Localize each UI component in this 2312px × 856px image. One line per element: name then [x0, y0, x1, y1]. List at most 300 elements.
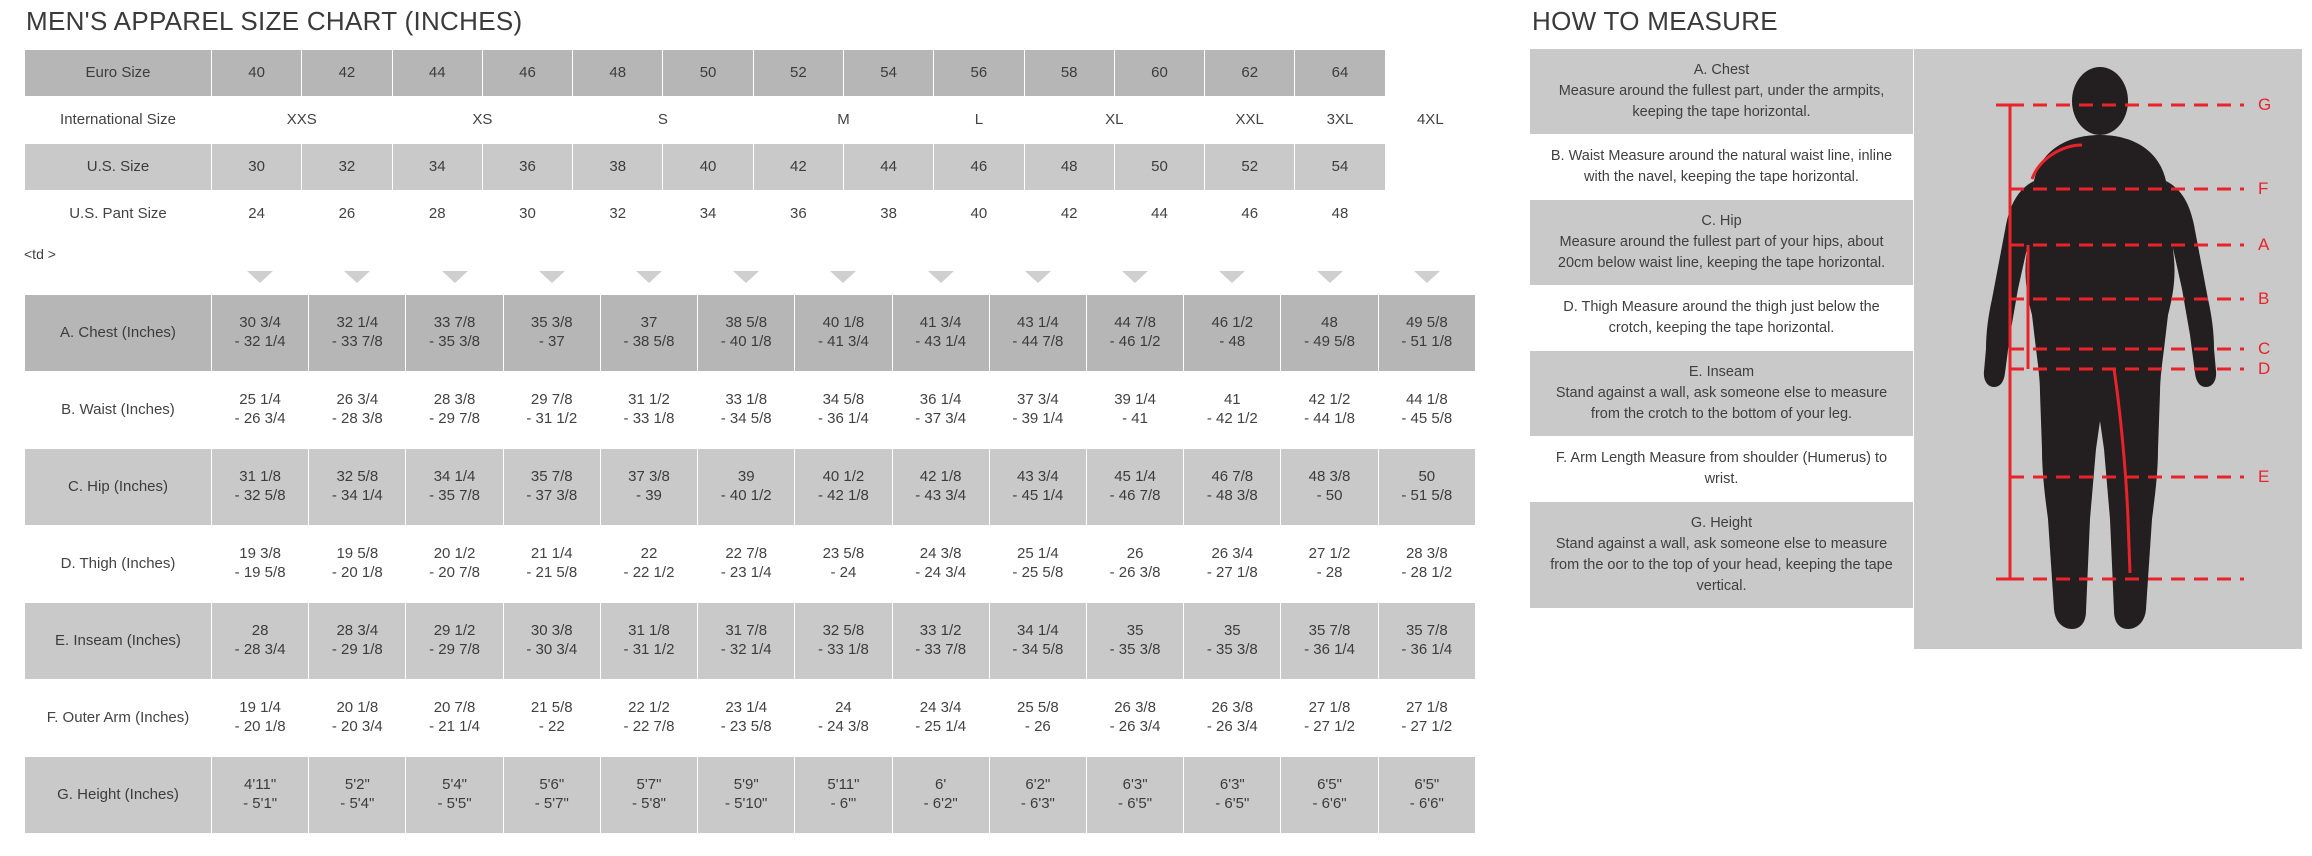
range-max: - 32 1/4: [720, 641, 772, 658]
range-max: - 22 7/8: [623, 718, 675, 735]
table-cell: [503, 680, 600, 757]
row-label: F. Outer Arm (Inches): [25, 680, 212, 757]
figure-label: D: [2258, 359, 2271, 378]
range-min: 43 3/4: [1017, 468, 1059, 486]
measure-instruction: [1530, 49, 1913, 135]
figure-label: A: [2258, 235, 2270, 254]
table-cell: S: [573, 97, 754, 144]
range-max: - 50: [1316, 487, 1343, 504]
table-cell: [1184, 680, 1281, 757]
table-row: [25, 97, 1476, 144]
range-min: 5'4": [442, 776, 467, 794]
range-min: 48: [1321, 314, 1338, 332]
range-min: 20 7/8: [433, 699, 476, 717]
range-max: - 6'5": [1118, 795, 1153, 812]
table-cell: [892, 680, 989, 757]
range-max: - 5'4": [340, 795, 375, 812]
row-label: U.S. Pant Size: [25, 191, 212, 238]
measure-instruction-text: Stand against a wall, ask someone else to measure from the crotch to the bottom of your leg.: [1555, 385, 1888, 423]
table-cell: 32: [302, 144, 392, 191]
table-cell: [600, 372, 697, 449]
table-cell: [989, 295, 1086, 372]
table-cell: 36: [482, 144, 572, 191]
table-cell: XL: [1024, 97, 1205, 144]
range-max: - 48 3/8: [1206, 487, 1258, 504]
table-cell: [406, 372, 503, 449]
range-min: 22 7/8: [725, 545, 768, 563]
table-cell: [698, 449, 795, 526]
range-max: - 51 5/8: [1401, 487, 1453, 504]
table-cell: 58: [1024, 50, 1114, 97]
range-max: - 35 3/8: [1109, 641, 1161, 658]
range-max: - 33 7/8: [331, 333, 383, 350]
table-cell: [795, 372, 892, 449]
table-cell: XXS: [212, 97, 393, 144]
table-cell: 28: [392, 191, 482, 238]
range-max: - 31 1/2: [526, 410, 578, 427]
table-cell: [1086, 526, 1183, 603]
range-min: 32 1/4: [336, 314, 379, 332]
table-cell: 48: [1295, 191, 1385, 238]
table-cell: [1378, 603, 1475, 680]
table-cell: 52: [753, 50, 843, 97]
table-row: [25, 449, 1476, 526]
chevron-down-icon: [636, 271, 662, 283]
size-filter-toggle[interactable]: [406, 265, 503, 294]
table-cell: [989, 526, 1086, 603]
table-cell: [1184, 526, 1281, 603]
table-cell: [212, 526, 309, 603]
table-cell: [892, 526, 989, 603]
range-max: - 5'10": [725, 795, 768, 812]
table-cell: [600, 757, 697, 834]
range-min: 22: [640, 545, 658, 563]
range-max: - 26: [1024, 718, 1051, 735]
table-cell: 54: [843, 50, 933, 97]
table-cell: 34: [392, 144, 482, 191]
table-cell: [989, 449, 1086, 526]
range-max: - 26 3/4: [234, 410, 286, 427]
table-cell: 44: [392, 50, 482, 97]
table-cell: [1086, 603, 1183, 680]
figure-label: B: [2258, 289, 2270, 308]
range-max: - 51 1/8: [1401, 333, 1453, 350]
how-to-measure-list: [1530, 49, 1913, 649]
range-max: - 32 5/8: [234, 487, 286, 504]
range-min: 32 5/8: [336, 468, 379, 486]
chevron-down-icon: [539, 271, 565, 283]
table-cell: [1281, 295, 1378, 372]
range-min: 6'2": [1025, 776, 1051, 794]
table-cell: 50: [663, 50, 753, 97]
table-cell: 54: [1295, 144, 1385, 191]
table-cell: [1281, 603, 1378, 680]
range-min: 26: [1126, 545, 1144, 563]
range-max: - 5'1": [243, 795, 278, 812]
table-cell: [600, 295, 697, 372]
table-cell: 38: [843, 191, 933, 238]
range-max: - 37 3/8: [526, 487, 578, 504]
table-cell: 50: [1114, 144, 1204, 191]
chevron-down-icon: [1122, 271, 1148, 283]
table-cell: [698, 526, 795, 603]
table-cell: [1184, 449, 1281, 526]
range-max: - 24: [830, 564, 857, 581]
size-filter-toggle[interactable]: [892, 265, 989, 294]
table-cell: [503, 372, 600, 449]
range-min: 31 7/8: [725, 622, 768, 640]
table-cell: [1086, 680, 1183, 757]
range-max: - 27 1/8: [1206, 564, 1258, 581]
size-filter-toggle[interactable]: [795, 265, 892, 294]
range-min: 34 1/4: [1017, 622, 1059, 640]
table-cell: [212, 372, 309, 449]
range-min: 5'2": [344, 776, 370, 794]
range-max: - 23 5/8: [720, 718, 772, 735]
measure-instruction-text: D. Thigh Measure around the thigh just below the crotch, keeping the tape horizontal.: [1563, 299, 1880, 337]
range-min: 5'7": [636, 776, 662, 794]
table-cell: [1086, 295, 1183, 372]
range-min: 5'6": [539, 776, 565, 794]
table-cell: 3XL: [1295, 97, 1385, 144]
range-min: 38 5/8: [725, 314, 768, 332]
range-max: - 32 1/4: [234, 333, 286, 350]
range-min: 35 7/8: [530, 468, 573, 486]
range-min: 26 3/4: [336, 391, 379, 409]
size-filter-toggle[interactable]: [1086, 265, 1183, 294]
table-cell: 52: [1205, 144, 1295, 191]
chevron-down-icon: [344, 271, 370, 283]
range-min: 30 3/4: [239, 314, 281, 332]
table-cell: [1086, 757, 1183, 834]
table-cell: 34: [663, 191, 753, 238]
range-max: - 43 1/4: [915, 333, 967, 350]
range-min: 20 1/8: [336, 699, 379, 717]
measure-instruction: [1530, 502, 1913, 609]
row-label: International Size: [25, 97, 212, 144]
table-row: [25, 191, 1476, 238]
range-max: - 27 1/2: [1401, 718, 1453, 735]
range-min: 6'3": [1122, 776, 1148, 794]
table-cell: [1378, 295, 1475, 372]
table-cell: [212, 680, 309, 757]
table-cell: [1281, 680, 1378, 757]
range-min: 31 1/8: [239, 468, 281, 486]
range-min: 27 1/8: [1405, 699, 1448, 717]
how-to-measure-panel: [1530, 6, 2302, 649]
range-min: 35: [1223, 622, 1241, 640]
table-cell: 48: [1024, 144, 1114, 191]
table-cell: 4XL: [1385, 97, 1475, 144]
range-max: - 6'3": [1020, 795, 1055, 812]
range-min: 34 1/4: [433, 468, 476, 486]
range-max: - 49 5/8: [1304, 333, 1355, 350]
size-filter-toggle[interactable]: [1378, 265, 1475, 294]
range-max: - 45 1/4: [1012, 487, 1064, 504]
size-summary-table: [24, 49, 1476, 238]
range-min: 21 5/8: [530, 699, 573, 717]
range-max: - 20 1/8: [331, 564, 383, 581]
range-max: - 35 3/8: [1206, 641, 1258, 658]
range-max: - 20 3/4: [331, 718, 383, 735]
table-cell: [1378, 372, 1475, 449]
range-max: - 35 7/8: [429, 487, 480, 504]
table-cell: [1184, 603, 1281, 680]
range-max: - 38 5/8: [623, 333, 675, 350]
table-cell: [406, 603, 503, 680]
table-cell: [795, 295, 892, 372]
size-filter-toggle[interactable]: [1281, 265, 1378, 294]
range-min: 30 3/8: [530, 622, 573, 640]
table-cell: L: [934, 97, 1024, 144]
table-cell: 40: [663, 144, 753, 191]
table-cell: 24: [212, 191, 302, 238]
range-max: - 41: [1122, 410, 1148, 427]
range-min: 23 5/8: [822, 545, 865, 563]
range-max: - 34 1/4: [331, 487, 383, 504]
size-filter-toggle[interactable]: [212, 265, 309, 294]
table-row: [25, 144, 1476, 191]
range-max: - 42 1/8: [817, 487, 869, 504]
table-cell: 44: [1114, 191, 1204, 238]
measure-instruction-text: Measure around the fullest part of your hips, about 20cm below waist line, keeping the tape horizontal.: [1557, 234, 1886, 272]
range-max: - 6'5": [1215, 795, 1250, 812]
range-min: 28 3/8: [1405, 545, 1448, 563]
range-max: - 22: [538, 718, 565, 735]
range-max: - 27 1/2: [1304, 718, 1355, 735]
table-cell: 46: [1205, 191, 1295, 238]
range-max: - 20 7/8: [429, 564, 480, 581]
table-cell: [892, 295, 989, 372]
table-cell: [1378, 526, 1475, 603]
table-cell: [212, 757, 309, 834]
range-max: - 6'2": [923, 795, 958, 812]
range-min: 22 1/2: [628, 699, 670, 717]
table-cell: 40: [212, 50, 302, 97]
table-cell: 40: [934, 191, 1024, 238]
table-cell: [698, 680, 795, 757]
row-label: A. Chest (Inches): [25, 295, 212, 372]
table-cell: [698, 295, 795, 372]
range-min: 36 1/4: [919, 391, 962, 409]
range-max: - 46 1/2: [1109, 333, 1161, 350]
table-cell: [309, 757, 406, 834]
range-max: - 25 5/8: [1012, 564, 1064, 581]
table-cell: 42: [302, 50, 392, 97]
range-min: 42 1/8: [919, 468, 962, 486]
row-label: B. Waist (Inches): [25, 372, 212, 449]
range-min: 19 3/8: [239, 545, 281, 563]
table-cell: [600, 526, 697, 603]
measure-instruction: [1530, 286, 1913, 351]
table-cell: [1378, 680, 1475, 757]
range-max: - 33 1/8: [623, 410, 675, 427]
table-cell: 62: [1205, 50, 1295, 97]
range-min: 39: [737, 468, 755, 486]
table-cell: [406, 449, 503, 526]
row-label: G. Height (Inches): [25, 757, 212, 834]
range-min: 32 5/8: [822, 622, 865, 640]
range-max: - 30 3/4: [526, 641, 578, 658]
range-min: 27 1/8: [1308, 699, 1351, 717]
range-max: - 23 1/4: [720, 564, 772, 581]
table-cell: 30: [212, 144, 302, 191]
chevron-down-icon: [1317, 271, 1343, 283]
size-filter-toggle[interactable]: [600, 265, 697, 294]
range-min: 6': [935, 776, 947, 794]
table-cell: 48: [573, 50, 663, 97]
table-cell: [892, 757, 989, 834]
table-cell: [795, 603, 892, 680]
table-cell: [309, 295, 406, 372]
table-cell: 64: [1295, 50, 1385, 97]
range-max: - 45 5/8: [1401, 410, 1453, 427]
range-min: 37: [640, 314, 658, 332]
table-cell: [1281, 757, 1378, 834]
range-max: - 6'6": [1312, 795, 1347, 812]
table-cell: [309, 680, 406, 757]
table-cell: [406, 680, 503, 757]
table-cell: [892, 449, 989, 526]
range-min: 31 1/8: [628, 622, 670, 640]
range-min: 29 1/2: [433, 622, 476, 640]
table-cell: 30: [482, 191, 572, 238]
range-min: 37 3/8: [628, 468, 670, 486]
chevron-down-icon: [1414, 271, 1440, 283]
range-min: 34 5/8: [822, 391, 865, 409]
range-max: - 44 7/8: [1012, 333, 1064, 350]
range-min: 46 1/2: [1211, 314, 1254, 332]
table-cell: [1281, 449, 1378, 526]
table-cell: 32: [573, 191, 663, 238]
table-cell: [892, 603, 989, 680]
table-row: [25, 372, 1476, 449]
range-min: 25 1/4: [1017, 545, 1059, 563]
table-cell: [698, 603, 795, 680]
range-min: 28: [251, 622, 269, 640]
range-min: 35 3/8: [530, 314, 573, 332]
range-max: - 21 5/8: [526, 564, 578, 581]
measurements-table: [24, 294, 1476, 834]
table-cell: [503, 603, 600, 680]
range-min: 40 1/2: [822, 468, 865, 486]
chevron-down-icon: [928, 271, 954, 283]
range-min: 33 1/8: [725, 391, 768, 409]
table-cell: [1086, 372, 1183, 449]
table-cell: XXL: [1205, 97, 1295, 144]
table-cell: [989, 372, 1086, 449]
range-min: 27 1/2: [1308, 545, 1351, 563]
size-filter-toggle[interactable]: [309, 265, 406, 294]
figure-label: F: [2258, 179, 2269, 198]
size-chart-panel: [24, 6, 1494, 834]
range-min: 5'9": [733, 776, 759, 794]
measure-instruction-heading: C. Hip: [1701, 213, 1742, 230]
range-max: - 28 3/4: [234, 641, 286, 658]
range-max: - 6'": [830, 795, 857, 812]
table-cell: [503, 757, 600, 834]
range-max: - 37: [538, 333, 565, 350]
table-row: [25, 50, 1476, 97]
table-cell: 38: [573, 144, 663, 191]
chevron-down-icon: [1025, 271, 1051, 283]
table-cell: [1281, 372, 1378, 449]
range-max: - 35 3/8: [429, 333, 480, 350]
range-min: 6'5": [1317, 776, 1342, 794]
chevron-down-icon: [733, 271, 759, 283]
range-max: - 43 3/4: [915, 487, 967, 504]
size-filter-toggle[interactable]: [989, 265, 1086, 294]
range-max: - 26 3/4: [1109, 718, 1161, 735]
table-cell: [1378, 449, 1475, 526]
body-figure: [1914, 49, 2302, 649]
table-cell: [795, 680, 892, 757]
table-cell: [309, 526, 406, 603]
range-min: 50: [1418, 468, 1436, 486]
measure-instruction-heading: G. Height: [1690, 515, 1753, 532]
range-min: 25 1/4: [239, 391, 281, 409]
range-max: - 31 1/2: [623, 641, 675, 658]
table-cell: [1184, 372, 1281, 449]
range-min: 35 7/8: [1308, 622, 1351, 640]
chevron-down-icon: [442, 271, 468, 283]
measure-instruction-text: F. Arm Length Measure from shoulder (Humerus) to wrist.: [1555, 450, 1888, 488]
range-max: - 40 1/2: [720, 487, 772, 504]
range-min: 24 3/8: [919, 545, 962, 563]
size-filter-toggle[interactable]: [503, 265, 600, 294]
page-title: MEN'S APPAREL SIZE CHART (INCHES): [26, 6, 523, 36]
table-cell: 46: [934, 144, 1024, 191]
table-cell: [600, 449, 697, 526]
chevron-down-icon: [1219, 271, 1245, 283]
range-max: - 25 1/4: [915, 718, 967, 735]
range-max: - 33 7/8: [915, 641, 967, 658]
range-max: - 34 5/8: [720, 410, 772, 427]
range-max: - 44 1/8: [1304, 410, 1355, 427]
size-filter-toggle[interactable]: [1184, 265, 1281, 294]
table-row: [25, 680, 1476, 757]
range-min: 28 3/8: [433, 391, 476, 409]
table-cell: [1281, 526, 1378, 603]
range-min: 26 3/4: [1211, 545, 1254, 563]
table-cell: [406, 526, 503, 603]
range-max: - 21 1/4: [429, 718, 480, 735]
range-max: - 36 1/4: [817, 410, 869, 427]
range-min: 35 7/8: [1405, 622, 1448, 640]
table-row: [25, 603, 1476, 680]
range-min: 37 3/4: [1017, 391, 1059, 409]
range-max: - 19 5/8: [234, 564, 286, 581]
range-min: 39 1/4: [1114, 391, 1156, 409]
range-max: - 34 5/8: [1012, 641, 1064, 658]
measure-instruction-heading: A. Chest: [1693, 62, 1750, 78]
range-min: 20 1/2: [433, 545, 476, 563]
table-row: [25, 295, 1476, 372]
table-cell: [795, 449, 892, 526]
range-min: 19 5/8: [336, 545, 379, 563]
table-cell: [503, 449, 600, 526]
measure-instruction: [1530, 135, 1913, 200]
range-min: 6'3": [1219, 776, 1245, 794]
range-min: 46 7/8: [1211, 468, 1254, 486]
range-min: 48 3/8: [1308, 468, 1351, 486]
range-min: 33 7/8: [433, 314, 476, 332]
measure-instruction-text: Stand against a wall, ask someone else to measure from the oor to the top of your head, keeping the tape vertical.: [1550, 536, 1893, 595]
size-filter-toggle[interactable]: [698, 265, 795, 294]
table-cell: [309, 449, 406, 526]
measure-instruction: [1530, 200, 1913, 286]
range-min: 40 1/8: [822, 314, 865, 332]
